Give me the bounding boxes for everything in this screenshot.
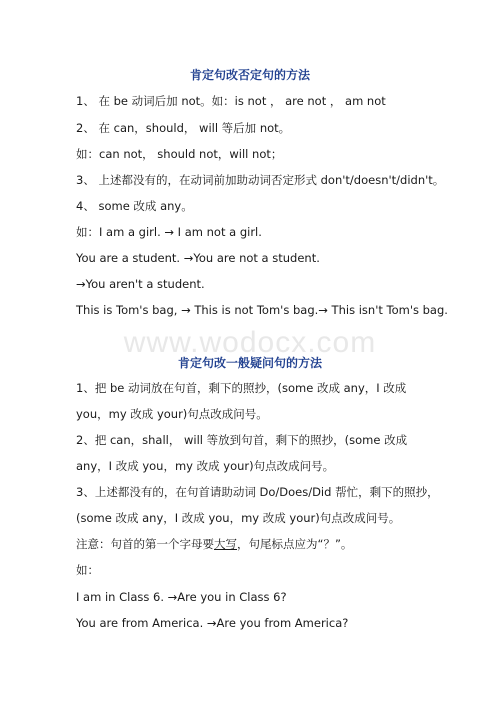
section1-title: 肯定句改否定句的方法 <box>189 68 310 82</box>
section2-title: 肯定句改一般疑问句的方法 <box>177 356 322 370</box>
section2-line: 3、上述都没有的，在句首请助动词 Do/Does/Did 帮忙，剩下的照抄， <box>76 485 439 499</box>
section1-line: 1、 在 be 动词后加 not。如：is not ， are not ， am not <box>76 94 386 108</box>
section1-line: 3、 上述都没有的，在动词前加助动词否定形式 don't/doesn't/didn't。 <box>76 173 445 187</box>
section2-line: 1、把 be 动词放在句首，剩下的照抄，(some 改成 any，I 改成 <box>76 381 407 395</box>
example-line: I am in Class 6. →Are you in Class 6? <box>76 590 287 604</box>
section1-line: 如：can not， should not，will not； <box>76 147 283 161</box>
section2-line: any，I 改成 you，my 改成 your)句点改成问号。 <box>76 459 335 473</box>
section1-line: 如：I am a girl. → I am not a girl. <box>76 225 262 239</box>
section1-line: You are a student. →You are not a student. <box>76 251 320 265</box>
watermark: www.wodocx.com <box>123 326 377 359</box>
note-suffix: ，句尾标点应为“？”。 <box>237 537 353 551</box>
section1-line: →You aren't a student. <box>76 277 205 291</box>
example-line: You are from America. →Are you from America? <box>76 616 349 630</box>
note-line <box>76 536 352 552</box>
note-underlined: 大写 <box>214 537 237 551</box>
section1-line: 2、 在 can，should， will 等后加 not。 <box>76 121 291 135</box>
section1-line: 4、 some 改成 any。 <box>76 199 193 213</box>
section2-line: 2、把 can，shall， will 等放到句首，剩下的照抄，(some 改成 <box>76 433 408 447</box>
section2-line: (some 改成 any，I 改成 you，my 改成 your)句点改成问号。 <box>76 511 401 525</box>
section1-line: This is Tom's bag, → This is not Tom's bag.→ This isn't Tom's bag. <box>76 303 448 317</box>
note-prefix: 注意：句首的第一个字母要 <box>76 537 214 551</box>
example-label: 如： <box>76 563 99 577</box>
section2-line: you，my 改成 your)句点改成问号。 <box>76 407 268 421</box>
